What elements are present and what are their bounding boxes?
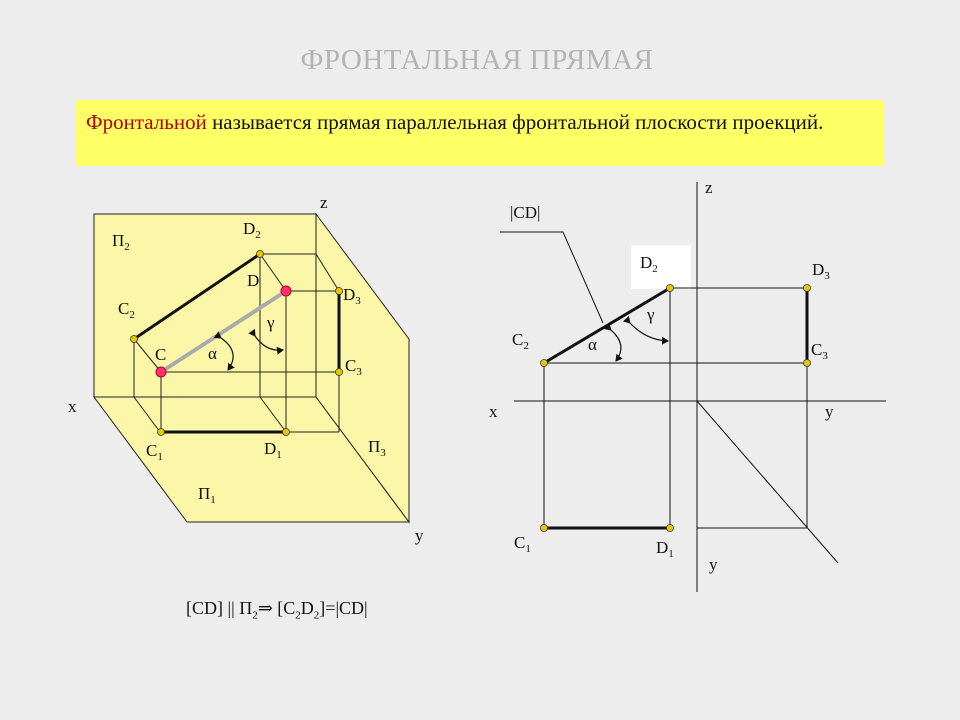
point-d1 [283, 429, 290, 436]
plane-p1-label: $П_1$ [198, 484, 216, 506]
slide-title: ФРОНТАЛЬНАЯ ПРЯМАЯ [300, 44, 654, 76]
angle-gamma-label: γ [267, 313, 275, 332]
left-axonometric-diagram [68, 193, 424, 545]
angle-gamma-arc [630, 323, 668, 341]
true-length-label: |CD| [510, 203, 541, 222]
point-c1 [158, 429, 165, 436]
right-orthographic-diagram [489, 178, 886, 592]
label-d: D [247, 271, 260, 290]
definition-term: Фронтальной [86, 110, 207, 134]
label-d1: $D_1$ [656, 538, 674, 560]
label-c3: $C_3$ [345, 356, 362, 378]
plane-p2-label: $П_2$ [112, 231, 130, 253]
angle-gamma-label: γ [647, 305, 655, 324]
point-c [156, 367, 166, 377]
label-c3: $C_3$ [811, 340, 828, 362]
point-c3 [336, 369, 343, 376]
point-d2 [667, 285, 674, 292]
label-d3: $D_3$ [343, 285, 361, 307]
point-c3 [804, 360, 811, 367]
definition-text: называется прямая параллельная фронтальной плоскости проекций. [206, 110, 824, 134]
plane-p3-label: $П_3$ [368, 437, 386, 459]
angle-alpha-label: α [588, 335, 597, 354]
axis-z-label: z [705, 178, 713, 197]
angle-alpha-arc [611, 330, 621, 361]
point-c2 [131, 336, 138, 343]
label-d3: $D_3$ [812, 260, 830, 282]
right-points [541, 285, 811, 532]
right-axes [514, 182, 886, 592]
point-d3 [336, 288, 343, 295]
axis-y-vertical-label: y [709, 555, 718, 574]
label-d2: $D_2$ [640, 253, 658, 275]
axis-x-label: x [489, 402, 498, 421]
label-c1: $C_1$ [514, 533, 531, 555]
projection-c2d2 [544, 288, 670, 363]
label-c1: $C_1$ [146, 441, 163, 463]
axis-y-label: y [415, 526, 424, 545]
point-d [281, 286, 291, 296]
axis-x-label: x [68, 397, 77, 416]
label-d1: $D_1$ [264, 439, 282, 461]
formula: [CD] || $П_2\Rightarrow$ $[C_2D_2]=|CD|$ [186, 598, 368, 622]
angle-alpha-label: α [208, 344, 217, 363]
label-c2: $C_2$ [118, 299, 135, 321]
point-c1 [541, 525, 548, 532]
point-d1 [667, 525, 674, 532]
axis-z-label: z [320, 193, 328, 212]
label-c2: $C_2$ [512, 330, 529, 352]
point-d2 [257, 251, 264, 258]
label-c: C [155, 345, 167, 364]
point-d3 [804, 285, 811, 292]
point-c2 [541, 360, 548, 367]
axis-y-horizontal-label: y [825, 402, 834, 421]
label-d2: $D_2$ [243, 219, 261, 241]
